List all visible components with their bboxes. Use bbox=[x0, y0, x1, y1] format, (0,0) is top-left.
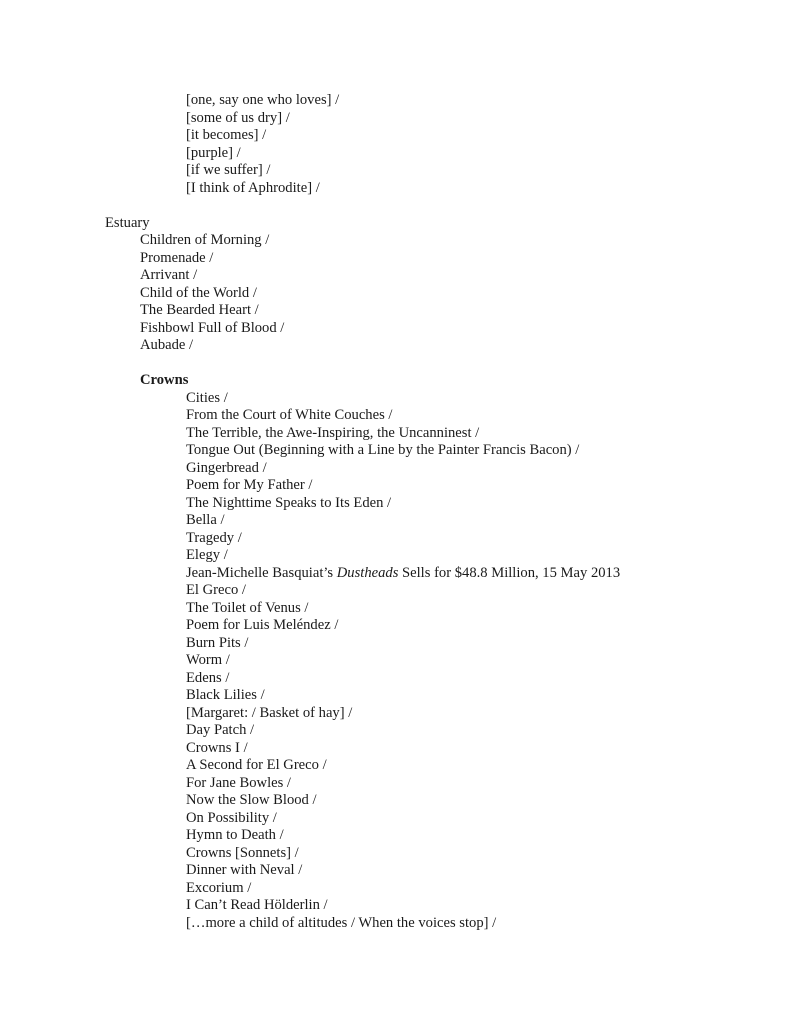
estuary-item: Fishbowl Full of Blood / bbox=[140, 319, 285, 336]
fragment-line: [some of us dry] / bbox=[186, 109, 290, 126]
crowns-item: Tragedy / bbox=[186, 529, 242, 546]
crowns-item: Excorium / bbox=[186, 879, 252, 896]
crowns-item: Elegy / bbox=[186, 547, 228, 563]
fragment-line: [purple] / bbox=[186, 144, 241, 161]
crowns-item: […more a child of altitudes / When the voices stop] / bbox=[186, 914, 497, 931]
crowns-item: Cities / bbox=[186, 389, 228, 406]
crowns-item: The Terrible, the Awe-Inspiring, the Uncanninest / bbox=[186, 424, 480, 441]
crowns-item: I Can’t Read Hölderlin / bbox=[186, 897, 328, 913]
crowns-item: The Toilet of Venus / bbox=[186, 599, 309, 616]
estuary-item: The Bearded Heart / bbox=[140, 302, 259, 318]
crowns-item: On Possibility / bbox=[186, 809, 277, 826]
crowns-item: Burn Pits / bbox=[186, 634, 249, 651]
estuary-item: Promenade / bbox=[140, 249, 214, 266]
crowns-item: Bella / bbox=[186, 512, 225, 528]
crowns-item: For Jane Bowles / bbox=[186, 774, 291, 791]
crowns-item: Black Lilies / bbox=[186, 687, 265, 703]
crowns-item: Poem for Luis Meléndez / bbox=[186, 617, 339, 633]
crowns-item: Tongue Out (Beginning with a Line by the Painter Francis Bacon) / bbox=[186, 442, 580, 458]
crowns-item: [Margaret: / Basket of hay] / bbox=[186, 704, 353, 721]
crowns-item: Dinner with Neval / bbox=[186, 862, 303, 878]
crowns-item-basquiat bbox=[186, 565, 620, 583]
basquiat-italic-title: Dustheads bbox=[336, 564, 399, 581]
crowns-item: Worm / bbox=[186, 652, 230, 668]
crowns-item: Crowns I / bbox=[186, 739, 248, 756]
crowns-item: From the Court of White Couches / bbox=[186, 407, 393, 423]
basquiat-prefix: Jean-Michelle Basquiat’s bbox=[186, 564, 337, 581]
crowns-item: The Nighttime Speaks to Its Eden / bbox=[186, 494, 392, 511]
estuary-item: Arrivant / bbox=[140, 267, 198, 283]
crowns-item: Poem for My Father / bbox=[186, 477, 313, 493]
estuary-heading: Estuary bbox=[105, 214, 150, 231]
crowns-item: Gingerbread / bbox=[186, 459, 267, 476]
estuary-item: Aubade / bbox=[140, 337, 194, 353]
crowns-item: Now the Slow Blood / bbox=[186, 792, 317, 808]
crowns-item: Crowns [Sonnets] / bbox=[186, 844, 299, 861]
crowns-item: Edens / bbox=[186, 669, 230, 686]
crowns-item: A Second for El Greco / bbox=[186, 757, 327, 773]
estuary-item: Child of the World / bbox=[140, 284, 257, 301]
crowns-item: Hymn to Death / bbox=[186, 827, 284, 843]
basquiat-suffix: Sells for $48.8 Million, 15 May 2013 bbox=[398, 564, 621, 581]
crowns-item: El Greco / bbox=[186, 582, 246, 598]
estuary-item: Children of Morning / bbox=[140, 232, 270, 248]
fragment-line: [it becomes] / bbox=[186, 127, 267, 143]
fragment-line: [if we suffer] / bbox=[186, 162, 271, 178]
crowns-item: Day Patch / bbox=[186, 722, 255, 738]
crowns-heading: Crowns bbox=[140, 372, 189, 388]
fragment-line: [I think of Aphrodite] / bbox=[186, 179, 320, 196]
fragment-line: [one, say one who loves] / bbox=[186, 92, 340, 108]
